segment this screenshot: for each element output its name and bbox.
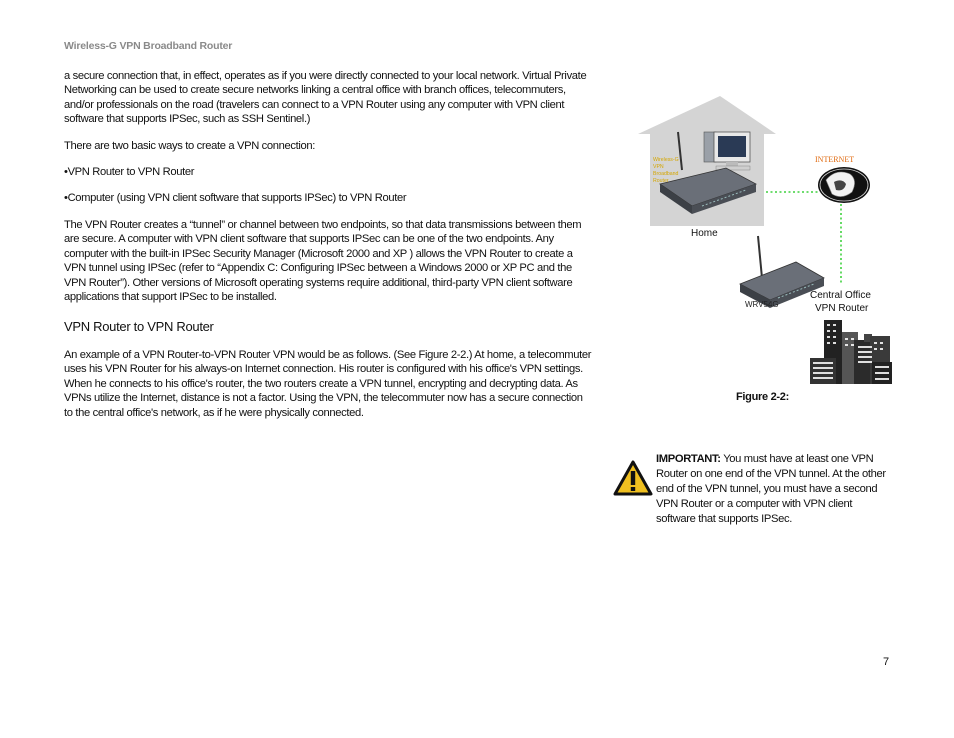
vpn-figure	[606, 88, 906, 388]
internet-globe-icon	[818, 167, 870, 203]
important-note-text: You must have at least one VPN Router on one end of the VPN tunnel. At the other end of the VPN tunnel, you must have a second VPN Router or a computer with VPN client software that supports IPSec.	[656, 453, 886, 525]
office-label-line-1: Central Office	[810, 290, 871, 301]
warning-triangle-icon	[613, 460, 653, 496]
home-label: Home	[691, 228, 718, 239]
figure-caption: Figure 2-2:	[736, 391, 789, 403]
important-note-lead: IMPORTANT:	[656, 453, 721, 465]
home-router-label-line-3: Broadband	[653, 171, 679, 177]
important-note	[656, 452, 894, 527]
body-paragraph-3: The VPN Router creates a “tunnel” or channel between two endpoints, so that data transmissions between them are secure. A computer with VPN client software that supports IPSec can be one of the two endpoints. Any computer with the built-in IPSec Security Manager (Microsoft 2000 and XP ) allows the VPN Router to create a VPN tunnel using IPSec (refer to “Appendix C: Configuring IPSec between a Windows 2000 or XP PC and the VPN Router”). Other versions of Microsoft operating systems require additional, third-party VPN client software applications that support IPSec to be installed.	[64, 219, 582, 304]
office-label-line-2: VPN Router	[815, 303, 869, 314]
internet-label: INTERNET	[815, 155, 855, 164]
home-router-label-line-2: VPN	[653, 164, 664, 170]
body-paragraph-4: An example of a VPN Router-to-VPN Router VPN would be as follows. (See Figure 2-2.) At home, a telecommuter uses his VPN Router for his always-on Internet connection. His router is configured with his office's VPN settings. When he connects to his office's router, the two routers create a VPN tunnel, encrypting and decrypting data. As VPNs utilize the Internet, distance is not a factor. Using the VPN, the telecommuter now has a secure connection to the central office's network, as if he were physically connected.	[64, 349, 592, 419]
body-paragraph-2: There are two basic ways to create a VPN connection:	[64, 140, 316, 152]
page-number: 7	[883, 656, 890, 668]
bullet-item-2: •Computer (using VPN client software that supports IPSec) to VPN Router	[64, 192, 407, 204]
body-paragraph-1: a secure connection that, in effect, operates as if you were directly connected to your local network. Virtual Private Networking can be used to create secure networks linking a central office with branch offices, telecommuters, and/or professionals on the road (travelers can connect to a VPN Router using any computer with VPN client software that supports IPSec, such as SSH Sentinel.)	[64, 70, 587, 126]
running-header: Wireless-G VPN Broadband Router	[64, 40, 233, 52]
bullet-item-1: •VPN Router to VPN Router	[64, 166, 195, 178]
section-heading: VPN Router to VPN Router	[64, 319, 214, 334]
office-buildings-icon	[810, 320, 892, 384]
home-router-label-line-1: Wireless-G	[653, 157, 679, 163]
home-router-label-line-4: Router	[653, 178, 669, 184]
office-router-model-label: WRV54G	[745, 300, 779, 309]
